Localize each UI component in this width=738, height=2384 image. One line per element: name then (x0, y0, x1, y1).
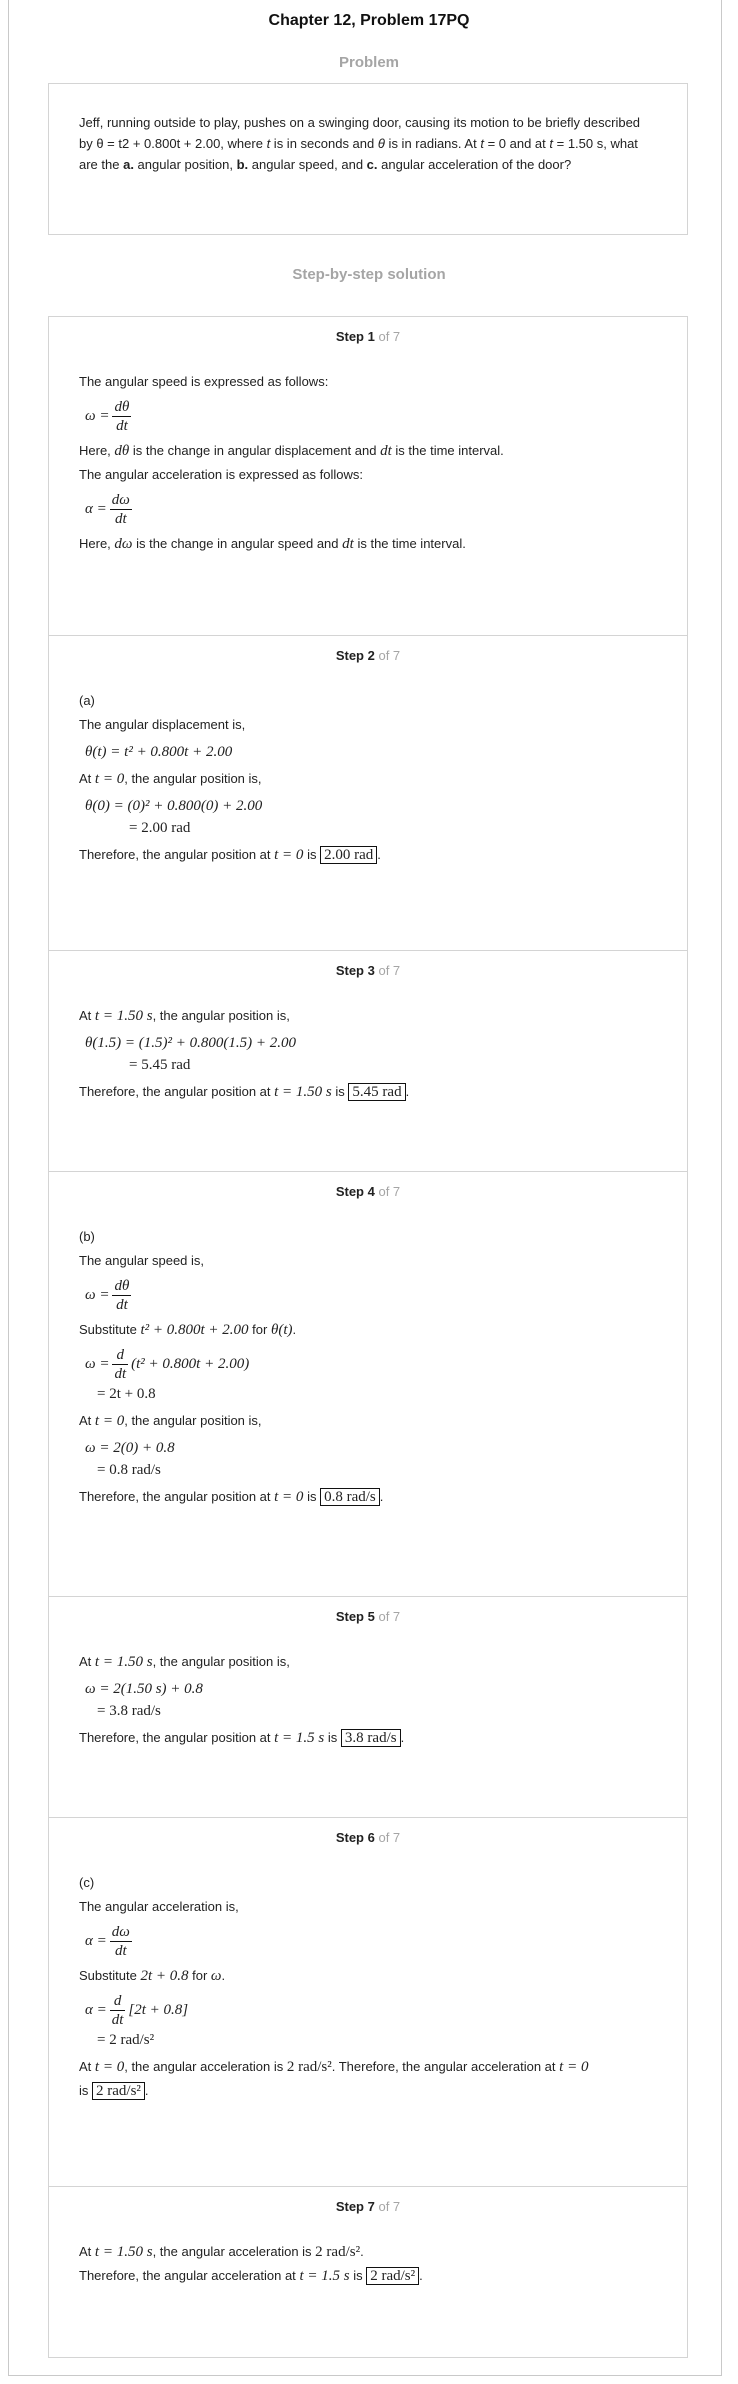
text-line: At t = 0, the angular position is, (79, 1413, 262, 1429)
equation: ω = $\frac{d\theta}{dt}$ (85, 1278, 130, 1313)
text-line: Therefore, the angular position at t = 1.50 s is 5.45 rad . (79, 1084, 410, 1100)
text-line: Substitute t² + 0.800t + 2.00 for θ(t). (79, 1322, 297, 1338)
answer-box: 2 rad/s² (366, 2267, 419, 2285)
text-line: Here, dθ is the change in angular displacement and dt is the time interval. (79, 443, 504, 459)
part-label: (c) (79, 1875, 95, 1890)
step-title: Step 3 of 7 (335, 963, 401, 978)
equation: α = $\frac{d}{dt}$ [2t + 0.8] = 2 rad/s² (85, 1993, 189, 2048)
text-line: Therefore, the angular position at t = 0 is 2.00 rad . (79, 847, 381, 863)
problem-box: Jeff, running outside to play, pushes on a swinging door, causing its motion to be briefly described by θ = t2 + 0.800t + 2.00, where t is in seconds and θ is in radians. At t = 0 and at t = 1.50 s, what are the a. angular position, b. angular speed, and c. angular acceleration of the door? (48, 83, 688, 235)
part-label: (a) (79, 693, 95, 708)
text-line: The angular acceleration is expressed as follows: (79, 467, 363, 482)
step-title: Step 1 of 7 (335, 329, 401, 344)
solution-heading: Step-by-step solution (292, 266, 446, 283)
equation: θ(1.5) = (1.5)² + 0.800(1.5) + 2.00 = 5.45 rad (85, 1035, 296, 1073)
problem-theta-var: θ (377, 136, 385, 151)
text-line: At t = 1.50 s, the angular position is, (79, 1008, 290, 1024)
step-3 (48, 950, 688, 1172)
step-1 (48, 316, 688, 636)
text-line: is 2 rad/s² . (79, 2083, 149, 2099)
answer-box: 2.00 rad (320, 846, 377, 864)
step-title: Step 5 of 7 (335, 1609, 401, 1624)
answer-box: 2 rad/s² (92, 2082, 145, 2100)
problem-text: Jeff, running outside to play, pushes on a swinging door, causing its motion to be briefly described by θ = t2 + 0.800t + 2.00, where (79, 115, 641, 151)
equation: ω = $\frac{d\theta}{dt}$ (85, 399, 130, 434)
part-c-label: c. (366, 157, 378, 172)
step-title: Step 6 of 7 (335, 1830, 401, 1845)
step-7 (48, 2186, 688, 2358)
step-title: Step 4 of 7 (335, 1184, 401, 1199)
part-b-label: b. (236, 157, 249, 172)
text-line: Here, dω is the change in angular speed and dt is the time interval. (79, 536, 466, 552)
problem-heading: Problem (338, 54, 399, 71)
equation: α = $\frac{d\omega}{dt}$ (85, 492, 130, 527)
answer-box: 3.8 rad/s (341, 1729, 401, 1747)
text-line: At t = 1.50 s, the angular acceleration is 2 rad/s². (79, 2244, 364, 2260)
step-title: Step 7 of 7 (335, 2199, 401, 2214)
text-line: The angular displacement is, (79, 717, 246, 732)
text-line: Substitute 2t + 0.8 for ω. (79, 1968, 226, 1984)
equation: ω = 2(0) + 0.8 = 0.8 rad/s (85, 1440, 175, 1478)
chapter-title: Chapter 12, Problem 17PQ (268, 12, 470, 29)
step-4 (48, 1171, 688, 1597)
text-line: Therefore, the angular acceleration at t = 1.5 s is 2 rad/s² . (79, 2268, 423, 2284)
text-line: Therefore, the angular position at t = 1.5 s is 3.8 rad/s . (79, 1730, 405, 1746)
part-a-label: a. (123, 157, 134, 172)
text-line: The angular speed is, (79, 1253, 205, 1268)
equation: ω = $\frac{d}{dt}$ (t² + 0.800t + 2.00) = 2t + 0.8 (85, 1347, 250, 1402)
text-line: At t = 0, the angular position is, (79, 771, 262, 787)
text-line: The angular speed is expressed as follows: (79, 374, 329, 389)
text-line: The angular acceleration is, (79, 1899, 239, 1914)
text-line: At t = 1.50 s, the angular position is, (79, 1654, 290, 1670)
answer-box: 5.45 rad (348, 1083, 405, 1101)
text-line: Therefore, the angular position at t = 0 is 0.8 rad/s . (79, 1489, 384, 1505)
equation: θ(0) = (0)² + 0.800(0) + 2.00 = 2.00 rad (85, 798, 263, 836)
step-title: Step 2 of 7 (335, 648, 401, 663)
step-6 (48, 1817, 688, 2187)
equation: ω = 2(1.50 s) + 0.8 = 3.8 rad/s (85, 1681, 203, 1719)
text-line: At t = 0, the angular acceleration is 2 rad/s². Therefore, the angular acceleration at t = 0 (79, 2059, 589, 2075)
part-label: (b) (79, 1229, 95, 1244)
equation: α = $\frac{d\omega}{dt}$ (85, 1924, 130, 1959)
equation: θ(t) = t² + 0.800t + 2.00 (85, 744, 233, 760)
problem-t-var: t (266, 136, 271, 151)
step-2 (48, 635, 688, 951)
step-5 (48, 1596, 688, 1818)
answer-box: 0.8 rad/s (320, 1488, 380, 1506)
